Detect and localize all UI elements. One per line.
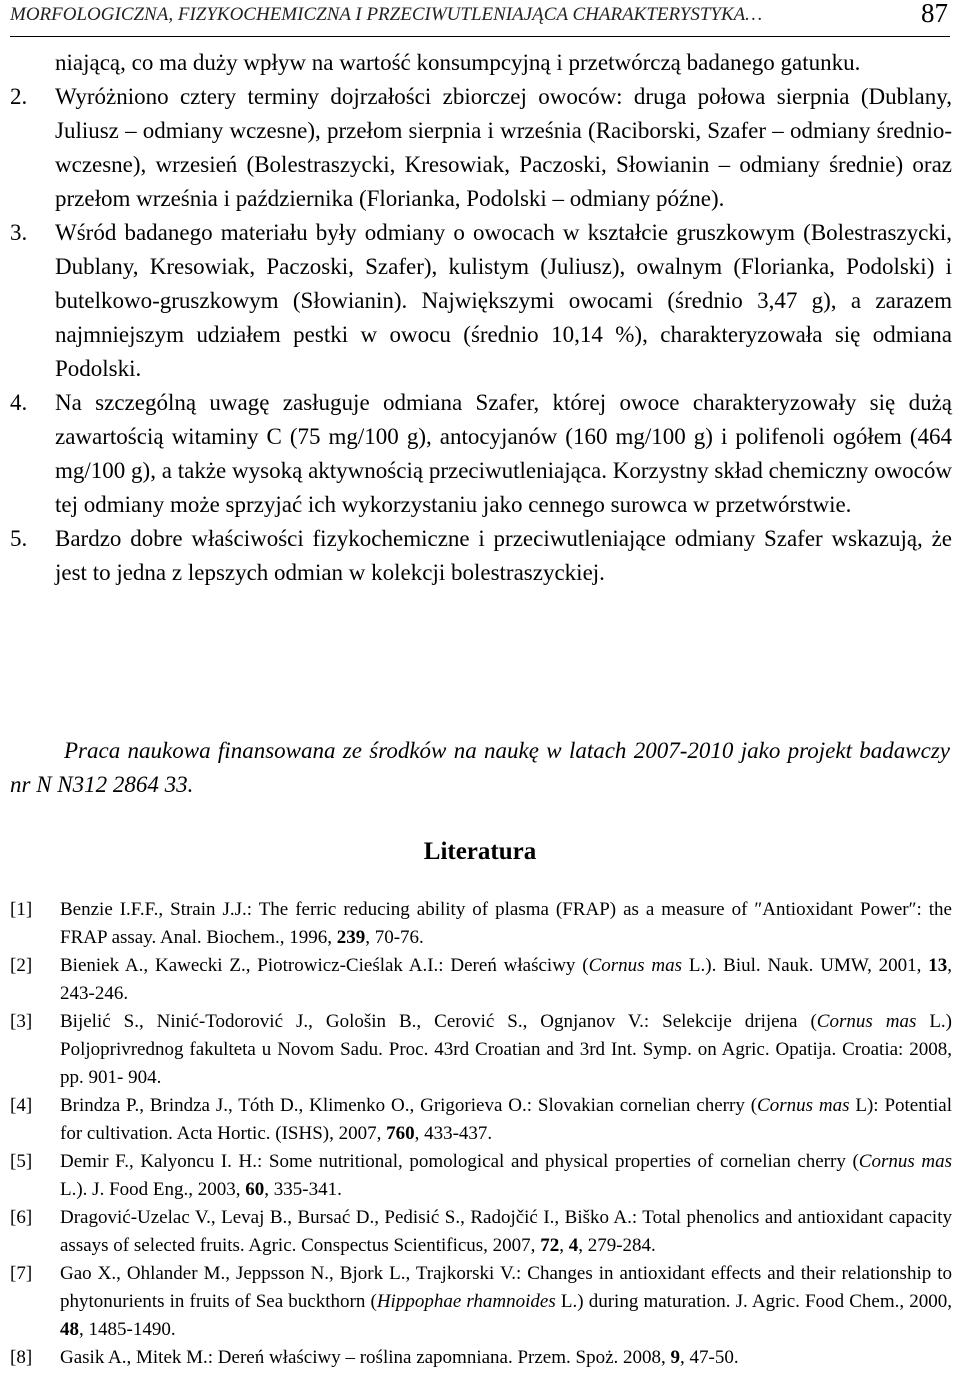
funding-text: Praca naukowa finansowana ze środków na naukę w latach 2007-2010 jako projekt badawczy nr N N312 2864 33. — [10, 738, 950, 797]
reference-item — [10, 896, 952, 952]
reference-text: 9 — [670, 1347, 681, 1368]
reference-text: Cornus mas — [757, 1095, 850, 1116]
reference-text: L.). Biul. Nauk. UMW, 2001, — [682, 955, 929, 976]
conclusions-body — [10, 46, 952, 590]
funding-note — [10, 734, 950, 802]
reference-number: [1] — [10, 899, 33, 920]
reference-text: Hippophae rhamnoides — [376, 1291, 556, 1312]
item-number: 4. — [10, 390, 28, 415]
page-number: 87 — [921, 0, 948, 28]
running-head-title: MORFOLOGICZNA, FIZYKOCHEMICZNA I PRZECIWUTLENIAJĄCA CHARAKTERYSTYKA… — [10, 4, 763, 25]
reference-text: , — [559, 1235, 569, 1256]
reference-list — [10, 896, 952, 1372]
reference-text: Cornus mas — [588, 955, 683, 976]
paragraph-continuation: niającą, co ma duży wpływ na wartość konsumpcyjną i przetwórczą badanego gatunku. — [55, 50, 861, 75]
item-text: Wśród badanego materiału były odmiany o owocach w kształcie gruszkowym (Bolestraszycki, Dublany, Kresowiak, Paczoski, Szafer), kulistym (Juliusz), owalnym (Florianka, Podolski) i butelkowo-gruszkowym (Słowianin). Największymi owocami (średnio 3,47 g), a zarazem najmniejszym udziałem pestki w owocu (średnio 10,14 %), charakteryzowała się odmiana Podolski. — [55, 220, 952, 381]
reference-text: 760 — [386, 1123, 415, 1144]
reference-text: Gao X., Ohlander M., Jeppsson N., Bjork L., Trajkorski V.: Changes in antioxidant effects and their relationship to phytonurients in fruits of Sea buckthorn ( — [60, 1263, 952, 1312]
reference-text: L.). J. Food Eng., 2003, — [60, 1179, 246, 1200]
reference-text: , 243-246. — [60, 955, 953, 1004]
reference-number: [3] — [10, 1011, 33, 1032]
reference-text: 48 — [60, 1319, 79, 1340]
running-header — [10, 0, 950, 37]
reference-item — [10, 1148, 952, 1204]
reference-item — [10, 1260, 952, 1344]
reference-text: Benzie I.F.F., Strain J.J.: The ferric reducing ability of plasma (FRAP) as a measure of ″Antioxidant Power″: the FRAP assay. Anal. Biochem., 1996, — [60, 899, 952, 948]
reference-number: [4] — [10, 1095, 33, 1116]
reference-text: 13 — [928, 955, 948, 976]
reference-item — [10, 1344, 952, 1372]
reference-text: 72 — [540, 1235, 560, 1256]
reference-text: , 433-437. — [414, 1123, 493, 1144]
conclusion-item-2 — [10, 80, 952, 216]
reference-item — [10, 1008, 952, 1092]
reference-text: , 279-284. — [578, 1235, 656, 1256]
conclusion-item-3 — [10, 216, 952, 386]
reference-text: , 335-341. — [264, 1179, 342, 1200]
reference-number: [5] — [10, 1151, 33, 1172]
reference-text: L.) Poljoprivrednog fakulteta u Novom Sadu. Proc. 43rd Croatian and 3rd Int. Symp. on Agric. Opatija. Croatia: 2008, pp. 901- 904. — [60, 1011, 953, 1088]
reference-text: Brindza P., Brindza J., Tóth D., Klimenko O., Grigorieva O.: Slovakian cornelian cherry ( — [60, 1095, 758, 1116]
reference-text: Cornus mas — [858, 1151, 952, 1172]
reference-number: [7] — [10, 1263, 33, 1284]
reference-text: L.) during maturation. J. Agric. Food Chem., 2000, — [555, 1291, 952, 1312]
item-number: 3. — [10, 220, 28, 245]
conclusion-item-4 — [10, 386, 952, 522]
reference-number: [8] — [10, 1347, 33, 1368]
reference-item — [10, 952, 952, 1008]
reference-text: Bieniek A., Kawecki Z., Piotrowicz-Cieślak A.I.: Dereń właściwy ( — [60, 955, 589, 976]
reference-item — [10, 1204, 952, 1260]
reference-text: Demir F., Kalyoncu I. H.: Some nutritional, pomological and physical properties of cornelian cherry ( — [60, 1151, 859, 1172]
reference-number: [6] — [10, 1207, 33, 1228]
reference-item — [10, 1092, 952, 1148]
reference-text: , 47-50. — [680, 1347, 739, 1368]
reference-text: 60 — [245, 1179, 265, 1200]
item-number: 2. — [10, 84, 28, 109]
reference-text: Dragović-Uzelac V., Levaj B., Bursać D., Pedisić S., Radojčić I., Biško A.: Total phenolics and antioxidant capacity assays of selected fruits. Agric. Conspectus Scientificus, 2007, — [60, 1207, 952, 1256]
item-text: Bardzo dobre właściwości fizykochemiczne i przeciwutleniające odmiany Szafer wskazują, że jest to jedna z lepszych odmian w kolekcji bolestraszyckiej. — [55, 526, 952, 585]
reference-text: Bijelić S., Ninić-Todorović J., Gološin B., Cerović S., Ognjanov V.: Selekcije drijena ( — [60, 1011, 817, 1032]
reference-text: , 70-76. — [365, 927, 424, 948]
reference-text: , 1485-1490. — [79, 1319, 176, 1340]
reference-text: Cornus mas — [816, 1011, 917, 1032]
reference-number: [2] — [10, 955, 33, 976]
reference-text: Gasik A., Mitek M.: Dereń właściwy – roślina zapomniana. Przem. Spoż. 2008, — [60, 1347, 671, 1368]
reference-text: L): Potential for cultivation. Acta Hortic. (ISHS), 2007, — [60, 1095, 952, 1144]
literature-heading: Literatura — [423, 838, 537, 865]
item-number: 5. — [10, 526, 28, 551]
reference-text: 239 — [336, 927, 366, 948]
conclusion-item-5 — [10, 522, 952, 590]
item-text: Na szczególną uwagę zasługuje odmiana Szafer, której owoce charakteryzowały się dużą zawartością witaminy C (75 mg/100 g), antocyjanów (160 mg/100 g) i polifenoli ogółem (464 mg/100 g), a także wysoką aktywnością przeciwutleniająca. Korzystny skład chemiczny owoców tej odmiany może sprzyjać ich wykorzystaniu jako cennego surowca w przetwórstwie. — [55, 390, 952, 517]
reference-text: 4 — [568, 1235, 579, 1256]
item-text: Wyróżniono cztery terminy dojrzałości zbiorczej owoców: druga połowa sierpnia (Dublany, Juliusz – odmiany wczesne), przełom sierpnia i września (Raciborski, Szafer – odmiany średnio-wczesne), wrzesień (Bolestraszycki, Kresowiak, Paczoski, Słowianin – odmiany średnie) oraz przełom września i października (Florianka, Podolski – odmiany późne). — [55, 84, 952, 211]
